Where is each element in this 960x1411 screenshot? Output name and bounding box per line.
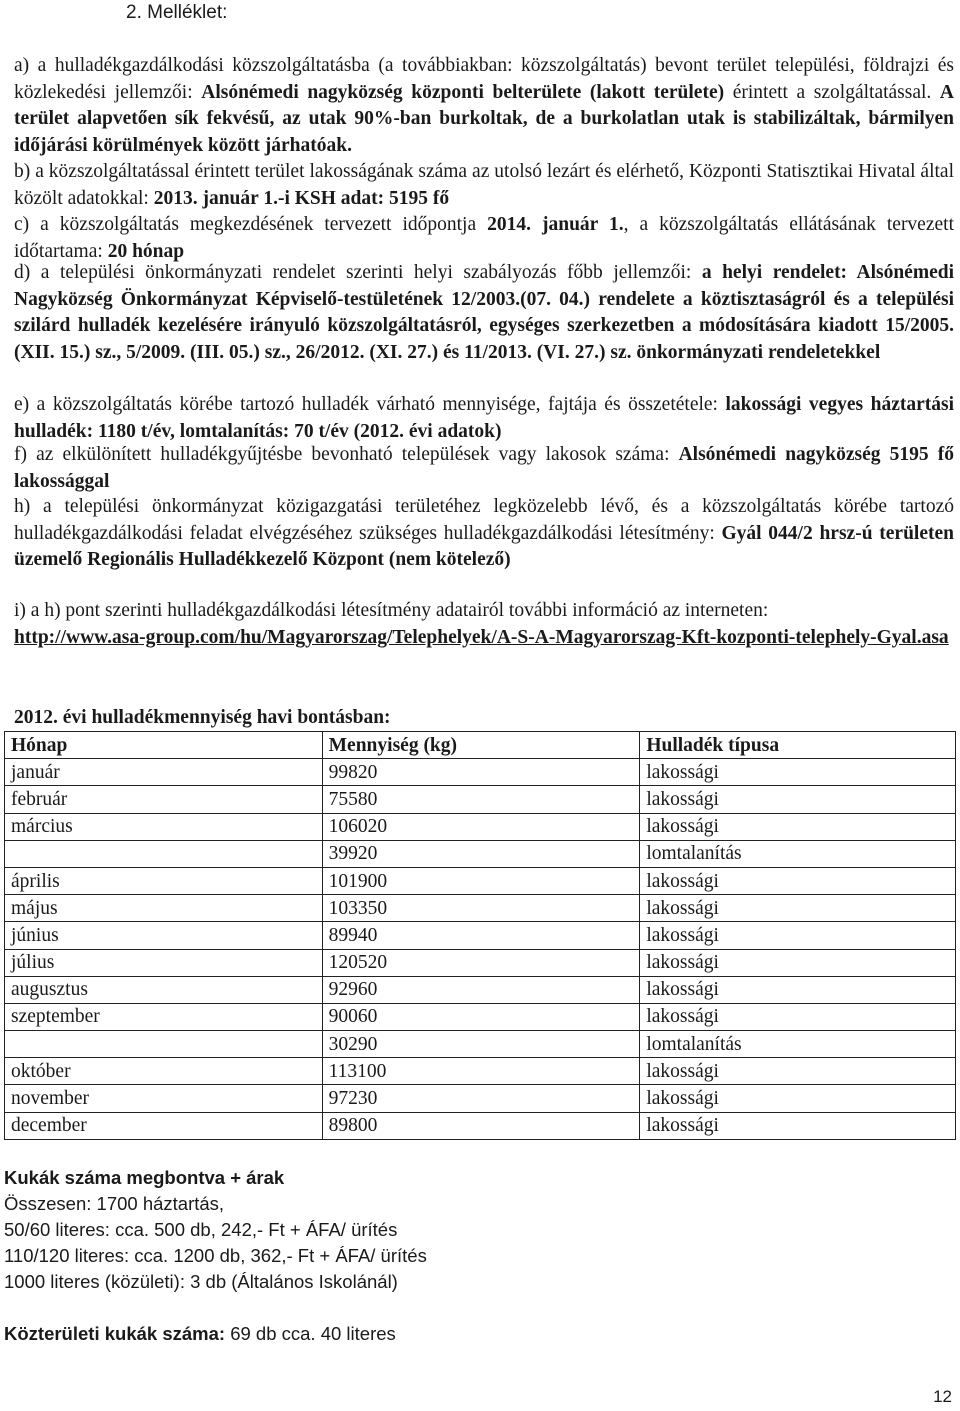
cell-month: április (5, 867, 323, 894)
cell-month (5, 1031, 323, 1058)
public-bins-label: Közterületi kukák száma: (4, 1323, 226, 1344)
cell-month: október (5, 1058, 323, 1085)
cell-month: március (5, 813, 323, 840)
table-row (5, 976, 956, 1003)
cell-month: november (5, 1085, 323, 1112)
paragraph-d (14, 260, 954, 366)
cell-month: december (5, 1112, 323, 1139)
paragraph-b-bold: 2013. január 1.-i KSH adat: 5195 fő (153, 187, 450, 209)
page-number: 12 (933, 1387, 952, 1406)
cell-quantity: 75580 (322, 786, 640, 813)
column-header-type: Hulladék típusa (640, 732, 956, 759)
cell-month: június (5, 922, 323, 949)
section-heading: 2. Melléklet: (126, 2, 228, 23)
paragraph-c-bold-2: 20 hónap (107, 240, 185, 262)
cell-quantity: 92960 (322, 976, 640, 1003)
cell-type: lakossági (640, 813, 956, 840)
column-header-month: Hónap (5, 732, 323, 759)
paragraph-c-bold: 2014. január 1. (487, 214, 624, 235)
table-row (5, 840, 956, 867)
cell-type: lakossági (640, 976, 956, 1003)
bins-title: Kukák száma megbontva + árak (4, 1167, 285, 1188)
table-row (5, 895, 956, 922)
cell-type: lakossági (640, 949, 956, 976)
bins-line: 110/120 literes: cca. 1200 db, 362,- Ft + ÁFA/ ürítés (4, 1245, 427, 1266)
table-body (5, 759, 956, 1140)
paragraph-f-bold: Alsónémedi nagyközség 5195 fő lakossággal (14, 444, 954, 492)
table-row (5, 1058, 956, 1085)
cell-quantity: 101900 (322, 867, 640, 894)
table-row (5, 922, 956, 949)
bins-section (4, 1165, 427, 1295)
cell-quantity: 90060 (322, 1003, 640, 1030)
paragraph-e-bold: lakossági vegyes háztartási hulladék: 1180 t/év, lomtalanítás: 70 t/év (2012. évi adatok) (14, 394, 954, 442)
public-bins-value: 69 db cca. 40 literes (225, 1323, 396, 1344)
paragraph-a-text: a) a hulladékgazdálkodási közszolgáltatásba (a továbbiakban: közszolgáltatás) bevont terület települési, földrajzi és közlekedési jellemzői: (14, 55, 954, 103)
paragraph-c-text-2: , a közszolgáltatás ellátásának tervezett időtartama: (14, 214, 954, 262)
table-row (5, 759, 956, 786)
cell-type: lakossági (640, 867, 956, 894)
paragraph-f (14, 442, 954, 495)
paragraph-a-bold: Alsónémedi nagyközség központi belterülete (lakott (201, 81, 646, 103)
table-row (5, 949, 956, 976)
paragraph-d-text: d) a települési önkormányzati rendelet szerinti helyi szabályozás főbb jellemzői: (14, 262, 702, 283)
paragraph-e-text: e) a közszolgáltatás körébe tartozó hulladék várható mennyisége, fajtája és összetétele: (14, 394, 726, 415)
column-header-quantity: Mennyiség (kg) (322, 732, 640, 759)
cell-quantity: 39920 (322, 840, 640, 867)
table-row (5, 786, 956, 813)
cell-month (5, 840, 323, 867)
cell-type: lakossági (640, 922, 956, 949)
cell-month: augusztus (5, 976, 323, 1003)
paragraph-c (14, 212, 954, 265)
cell-type: lakossági (640, 1112, 956, 1139)
table-row (5, 1031, 956, 1058)
paragraph-c-text: c) a közszolgáltatás megkezdésének tervezett időpontja (14, 214, 488, 235)
cell-type: lakossági (640, 895, 956, 922)
paragraph-b (14, 159, 954, 212)
bins-line: Összesen: 1700 háztartás, (4, 1193, 225, 1214)
cell-quantity: 106020 (322, 813, 640, 840)
cell-month: július (5, 949, 323, 976)
cell-type: lomtalanítás (640, 1031, 956, 1058)
paragraph-i (14, 598, 954, 651)
cell-month: szeptember (5, 1003, 323, 1030)
paragraph-h-text: h) a települési önkormányzat közigazgatási területéhez legközelebb lévő, és a közszolgáltatás körébe tartozó hulladékgazdálkodási feladat elvégzéséhez szükséges hulladékgazdálkodási létesítmény: (14, 496, 954, 544)
cell-type: lakossági (640, 1085, 956, 1112)
paragraph-a-bold-3: A terület alapvetően sík fekvésű, az utak 90%-ban burkoltak, de a burkolatlan utak is stabilizáltak, bármilyen időjárási körülmények között járhatóak. (14, 81, 955, 156)
cell-quantity: 120520 (322, 949, 640, 976)
bins-line: 50/60 literes: cca. 500 db, 242,- Ft + ÁFA/ ürítés (4, 1219, 398, 1240)
cell-quantity: 113100 (322, 1058, 640, 1085)
paragraph-a-bold-2: területe) (653, 81, 725, 103)
paragraph-a-text-2: érintett a szolgáltatással. (724, 81, 940, 103)
paragraph-a (14, 53, 954, 159)
cell-quantity: 99820 (322, 759, 640, 786)
public-bins (4, 1321, 396, 1348)
paragraph-f-text: f) az elkülönített hulladékgyűjtésbe bevonható települések vagy lakosok száma: (14, 444, 679, 465)
cell-quantity: 30290 (322, 1031, 640, 1058)
cell-type: lakossági (640, 786, 956, 813)
asa-website-link[interactable]: http://www.asa-group.com/hu/Magyarorszag/Telephelyek/A-S-A-Magyarorszag-Kft-kozponti-telephely-Gyal.asa (14, 626, 949, 648)
cell-type: lakossági (640, 1003, 956, 1030)
paragraph-d-bold: a helyi rendelet: Alsónémedi Nagyközség Önkormányzat Képviselő-testületének 12/2003.(07. 04.) rendelete a köztisztaságról és a települési szilárd hulladék kezelésére irányuló közszolgáltatásról, egységes szerkezetben a módosítására kiadott 15/2005. (XII. 15.) sz., 5/2009. (III. 05.) sz., 26/2012. (XI. 27.) és 11/2013. (VI. 27.) sz. önkormányzati rendeletekkel (14, 262, 954, 363)
table-header-row (5, 732, 956, 759)
cell-month: február (5, 786, 323, 813)
cell-month: május (5, 895, 323, 922)
table-row (5, 1112, 956, 1139)
paragraph-h (14, 494, 954, 574)
table-row (5, 813, 956, 840)
cell-type: lakossági (640, 1058, 956, 1085)
paragraph-i-text: i) a h) pont szerinti hulladékgazdálkodási létesítmény adatairól további információ az interneten: (14, 600, 769, 621)
cell-quantity: 97230 (322, 1085, 640, 1112)
paragraph-e (14, 392, 954, 445)
cell-quantity: 89800 (322, 1112, 640, 1139)
table-row (5, 1085, 956, 1112)
bins-line: 1000 literes (közületi): 3 db (Általános Iskolánál) (4, 1271, 398, 1292)
cell-quantity: 89940 (322, 922, 640, 949)
monthly-waste-table (4, 731, 956, 1140)
cell-type: lakossági (640, 759, 956, 786)
cell-month: január (5, 759, 323, 786)
table-row (5, 1003, 956, 1030)
cell-quantity: 103350 (322, 895, 640, 922)
table-row (5, 867, 956, 894)
paragraph-h-bold: Gyál 044/2 hrsz-ú területen üzemelő Regionális Hulladékkezelő Központ (nem kötelező) (14, 522, 954, 571)
table-title: 2012. évi hulladékmennyiség havi bontásban: (14, 707, 391, 728)
paragraph-b-text: b) a közszolgáltatással érintett terület lakosságának száma az utolsó lezárt és elérhető, Központi Statisztikai Hivatal által közölt adatokkal: (14, 161, 954, 209)
cell-type: lomtalanítás (640, 840, 956, 867)
